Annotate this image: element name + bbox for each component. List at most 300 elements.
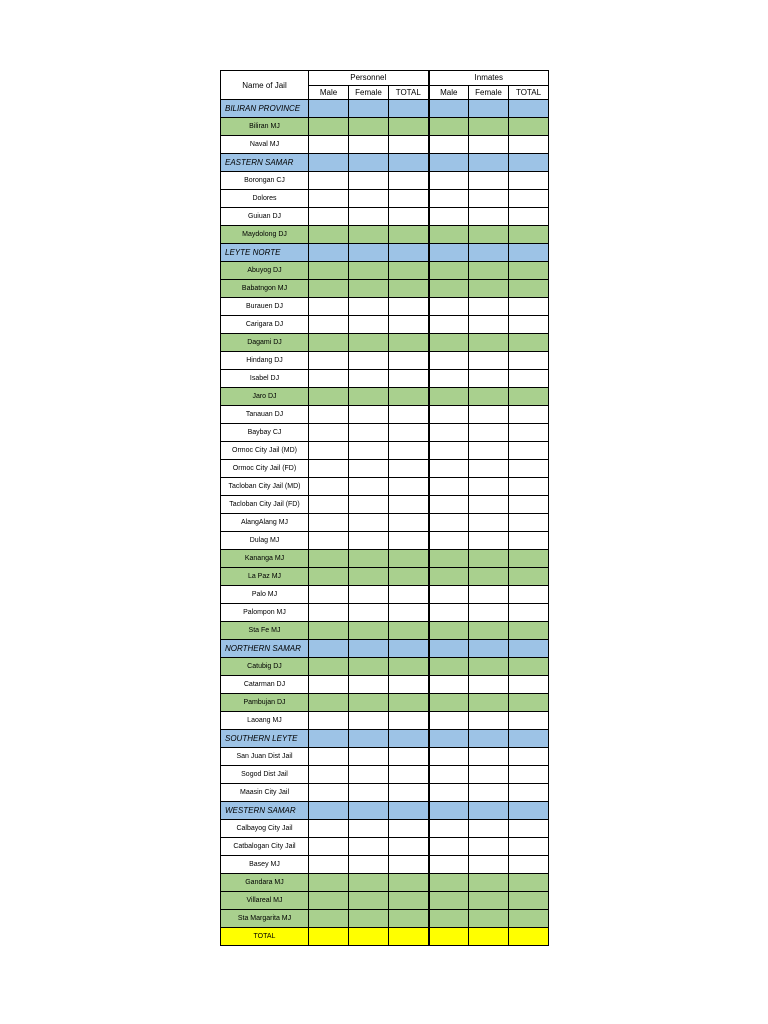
- value-cell[interactable]: [469, 874, 509, 892]
- value-cell[interactable]: [309, 388, 349, 406]
- value-cell[interactable]: [509, 388, 549, 406]
- value-cell[interactable]: [509, 838, 549, 856]
- value-cell[interactable]: [429, 388, 469, 406]
- value-cell[interactable]: [389, 532, 429, 550]
- value-cell[interactable]: [509, 694, 549, 712]
- value-cell[interactable]: [349, 514, 389, 532]
- value-cell[interactable]: [349, 172, 389, 190]
- value-cell[interactable]: [469, 208, 509, 226]
- value-cell[interactable]: [469, 388, 509, 406]
- value-cell[interactable]: [309, 712, 349, 730]
- value-cell[interactable]: [429, 676, 469, 694]
- value-cell[interactable]: [349, 100, 389, 118]
- value-cell[interactable]: [309, 496, 349, 514]
- section-row: [221, 802, 549, 820]
- value-cell[interactable]: [429, 190, 469, 208]
- value-cell[interactable]: [509, 514, 549, 532]
- value-cell[interactable]: [349, 406, 389, 424]
- jail-name: Carigara DJ: [221, 316, 309, 334]
- value-cell[interactable]: [349, 370, 389, 388]
- jail-name: Ormoc City Jail (FD): [221, 460, 309, 478]
- value-cell[interactable]: [469, 730, 509, 748]
- value-cell[interactable]: [309, 136, 349, 154]
- value-cell[interactable]: [469, 586, 509, 604]
- value-cell[interactable]: [509, 334, 549, 352]
- value-cell[interactable]: [349, 928, 389, 946]
- value-cell[interactable]: [469, 640, 509, 658]
- value-cell[interactable]: [349, 424, 389, 442]
- value-cell[interactable]: [509, 802, 549, 820]
- value-cell[interactable]: [469, 784, 509, 802]
- value-cell[interactable]: [469, 298, 509, 316]
- value-cell[interactable]: [429, 370, 469, 388]
- value-cell[interactable]: [509, 712, 549, 730]
- value-cell[interactable]: [429, 730, 469, 748]
- value-cell[interactable]: [469, 136, 509, 154]
- value-cell[interactable]: [349, 334, 389, 352]
- value-cell[interactable]: [349, 748, 389, 766]
- value-cell[interactable]: [509, 604, 549, 622]
- value-cell[interactable]: [429, 586, 469, 604]
- value-cell[interactable]: [389, 262, 429, 280]
- value-cell[interactable]: [469, 226, 509, 244]
- value-cell[interactable]: [349, 820, 389, 838]
- value-cell[interactable]: [349, 586, 389, 604]
- value-cell[interactable]: [309, 892, 349, 910]
- value-cell[interactable]: [309, 766, 349, 784]
- value-cell[interactable]: [389, 658, 429, 676]
- value-cell[interactable]: [349, 676, 389, 694]
- value-cell[interactable]: [389, 676, 429, 694]
- value-cell[interactable]: [469, 622, 509, 640]
- value-cell[interactable]: [309, 514, 349, 532]
- value-cell[interactable]: [469, 190, 509, 208]
- value-cell[interactable]: [469, 550, 509, 568]
- value-cell[interactable]: [389, 496, 429, 514]
- value-cell[interactable]: [389, 406, 429, 424]
- value-cell[interactable]: [509, 748, 549, 766]
- value-cell[interactable]: [349, 442, 389, 460]
- value-cell[interactable]: [389, 748, 429, 766]
- value-cell[interactable]: [389, 226, 429, 244]
- value-cell[interactable]: [389, 766, 429, 784]
- value-cell[interactable]: [309, 316, 349, 334]
- value-cell[interactable]: [389, 442, 429, 460]
- value-cell[interactable]: [349, 874, 389, 892]
- value-cell[interactable]: [509, 730, 549, 748]
- value-cell[interactable]: [389, 172, 429, 190]
- table-row: [221, 820, 549, 838]
- value-cell[interactable]: [389, 136, 429, 154]
- value-cell[interactable]: [509, 118, 549, 136]
- value-cell[interactable]: [469, 514, 509, 532]
- value-cell[interactable]: [349, 244, 389, 262]
- value-cell[interactable]: [469, 604, 509, 622]
- value-cell[interactable]: [509, 766, 549, 784]
- value-cell[interactable]: [429, 406, 469, 424]
- value-cell[interactable]: [429, 658, 469, 676]
- value-cell[interactable]: [509, 820, 549, 838]
- value-cell[interactable]: [469, 280, 509, 298]
- value-cell[interactable]: [509, 640, 549, 658]
- value-cell[interactable]: [509, 874, 549, 892]
- value-cell[interactable]: [469, 262, 509, 280]
- value-cell[interactable]: [389, 874, 429, 892]
- value-cell[interactable]: [509, 208, 549, 226]
- value-cell[interactable]: [309, 154, 349, 172]
- value-cell[interactable]: [469, 910, 509, 928]
- value-cell[interactable]: [389, 208, 429, 226]
- value-cell[interactable]: [349, 712, 389, 730]
- value-cell[interactable]: [429, 496, 469, 514]
- value-cell[interactable]: [469, 244, 509, 262]
- value-cell[interactable]: [429, 910, 469, 928]
- value-cell[interactable]: [349, 136, 389, 154]
- value-cell[interactable]: [509, 244, 549, 262]
- value-cell[interactable]: [429, 604, 469, 622]
- value-cell[interactable]: [309, 784, 349, 802]
- value-cell[interactable]: [429, 568, 469, 586]
- value-cell[interactable]: [429, 532, 469, 550]
- value-cell[interactable]: [349, 298, 389, 316]
- value-cell[interactable]: [469, 856, 509, 874]
- value-cell[interactable]: [389, 928, 429, 946]
- value-cell[interactable]: [309, 694, 349, 712]
- value-cell[interactable]: [389, 352, 429, 370]
- value-cell[interactable]: [509, 442, 549, 460]
- value-cell[interactable]: [309, 586, 349, 604]
- value-cell[interactable]: [509, 622, 549, 640]
- value-cell[interactable]: [309, 910, 349, 928]
- value-cell[interactable]: [389, 514, 429, 532]
- value-cell[interactable]: [349, 622, 389, 640]
- value-cell[interactable]: [429, 334, 469, 352]
- value-cell[interactable]: [389, 802, 429, 820]
- value-cell[interactable]: [309, 550, 349, 568]
- value-cell[interactable]: [429, 172, 469, 190]
- jail-name: Tacloban City Jail (MD): [221, 478, 309, 496]
- value-cell[interactable]: [309, 802, 349, 820]
- value-cell[interactable]: [429, 442, 469, 460]
- table-row: [221, 514, 549, 532]
- value-cell[interactable]: [349, 694, 389, 712]
- value-cell[interactable]: [509, 406, 549, 424]
- value-cell[interactable]: [349, 388, 389, 406]
- value-cell[interactable]: [469, 838, 509, 856]
- value-cell[interactable]: [309, 658, 349, 676]
- table-row: [221, 388, 549, 406]
- value-cell[interactable]: [469, 712, 509, 730]
- value-cell[interactable]: [509, 856, 549, 874]
- value-cell[interactable]: [469, 460, 509, 478]
- value-cell[interactable]: [469, 118, 509, 136]
- value-cell[interactable]: [309, 442, 349, 460]
- value-cell[interactable]: [349, 658, 389, 676]
- value-cell[interactable]: [389, 712, 429, 730]
- value-cell[interactable]: [509, 658, 549, 676]
- value-cell[interactable]: [429, 136, 469, 154]
- value-cell[interactable]: [469, 568, 509, 586]
- value-cell[interactable]: [429, 766, 469, 784]
- value-cell[interactable]: [349, 208, 389, 226]
- value-cell[interactable]: [429, 100, 469, 118]
- value-cell[interactable]: [349, 190, 389, 208]
- jail-name: Catubig DJ: [221, 658, 309, 676]
- value-cell[interactable]: [429, 892, 469, 910]
- value-cell[interactable]: [309, 820, 349, 838]
- value-cell[interactable]: [349, 226, 389, 244]
- value-cell[interactable]: [349, 604, 389, 622]
- value-cell[interactable]: [509, 568, 549, 586]
- value-cell[interactable]: [509, 298, 549, 316]
- value-cell[interactable]: [389, 730, 429, 748]
- personnel-female-header: Female: [349, 85, 389, 100]
- value-cell[interactable]: [389, 100, 429, 118]
- value-cell[interactable]: [509, 928, 549, 946]
- value-cell[interactable]: [429, 478, 469, 496]
- value-cell[interactable]: [349, 766, 389, 784]
- value-cell[interactable]: [469, 676, 509, 694]
- value-cell[interactable]: [309, 424, 349, 442]
- inmates-total-header: TOTAL: [509, 85, 549, 100]
- value-cell[interactable]: [429, 748, 469, 766]
- value-cell[interactable]: [349, 838, 389, 856]
- value-cell[interactable]: [389, 586, 429, 604]
- value-cell[interactable]: [349, 154, 389, 172]
- value-cell[interactable]: [429, 424, 469, 442]
- value-cell[interactable]: [429, 622, 469, 640]
- table-row: [221, 712, 549, 730]
- value-cell[interactable]: [469, 766, 509, 784]
- value-cell[interactable]: [429, 262, 469, 280]
- value-cell[interactable]: [349, 856, 389, 874]
- value-cell[interactable]: [469, 334, 509, 352]
- value-cell[interactable]: [389, 316, 429, 334]
- value-cell[interactable]: [389, 568, 429, 586]
- value-cell[interactable]: [349, 352, 389, 370]
- value-cell[interactable]: [309, 334, 349, 352]
- value-cell[interactable]: [509, 910, 549, 928]
- value-cell[interactable]: [349, 568, 389, 586]
- value-cell[interactable]: [429, 244, 469, 262]
- value-cell[interactable]: [309, 226, 349, 244]
- value-cell[interactable]: [429, 640, 469, 658]
- value-cell[interactable]: [309, 118, 349, 136]
- value-cell[interactable]: [509, 784, 549, 802]
- value-cell[interactable]: [469, 694, 509, 712]
- value-cell[interactable]: [469, 370, 509, 388]
- value-cell[interactable]: [469, 820, 509, 838]
- value-cell[interactable]: [349, 802, 389, 820]
- value-cell[interactable]: [469, 658, 509, 676]
- value-cell[interactable]: [389, 370, 429, 388]
- value-cell[interactable]: [469, 478, 509, 496]
- value-cell[interactable]: [309, 838, 349, 856]
- value-cell[interactable]: [429, 712, 469, 730]
- value-cell[interactable]: [349, 892, 389, 910]
- value-cell[interactable]: [349, 496, 389, 514]
- value-cell[interactable]: [309, 172, 349, 190]
- value-cell[interactable]: [389, 640, 429, 658]
- value-cell[interactable]: [509, 460, 549, 478]
- value-cell[interactable]: [429, 856, 469, 874]
- value-cell[interactable]: [309, 370, 349, 388]
- value-cell[interactable]: [469, 748, 509, 766]
- value-cell[interactable]: [389, 334, 429, 352]
- jail-name: Tanauan DJ: [221, 406, 309, 424]
- value-cell[interactable]: [309, 874, 349, 892]
- value-cell[interactable]: [509, 892, 549, 910]
- value-cell[interactable]: [309, 298, 349, 316]
- value-cell[interactable]: [389, 820, 429, 838]
- value-cell[interactable]: [309, 928, 349, 946]
- value-cell[interactable]: [469, 316, 509, 334]
- value-cell[interactable]: [389, 892, 429, 910]
- value-cell[interactable]: [469, 172, 509, 190]
- value-cell[interactable]: [509, 190, 549, 208]
- value-cell[interactable]: [429, 874, 469, 892]
- value-cell[interactable]: [429, 352, 469, 370]
- value-cell[interactable]: [509, 154, 549, 172]
- jail-name: Basey MJ: [221, 856, 309, 874]
- value-cell[interactable]: [509, 550, 549, 568]
- value-cell[interactable]: [309, 622, 349, 640]
- value-cell[interactable]: [429, 208, 469, 226]
- value-cell[interactable]: [509, 676, 549, 694]
- value-cell[interactable]: [509, 316, 549, 334]
- value-cell[interactable]: [469, 154, 509, 172]
- value-cell[interactable]: [429, 226, 469, 244]
- value-cell[interactable]: [309, 532, 349, 550]
- value-cell[interactable]: [349, 640, 389, 658]
- value-cell[interactable]: [349, 280, 389, 298]
- value-cell[interactable]: [429, 694, 469, 712]
- value-cell[interactable]: [309, 604, 349, 622]
- value-cell[interactable]: [309, 352, 349, 370]
- value-cell[interactable]: [349, 460, 389, 478]
- value-cell[interactable]: [469, 496, 509, 514]
- value-cell[interactable]: [309, 280, 349, 298]
- value-cell[interactable]: [429, 460, 469, 478]
- value-cell[interactable]: [309, 244, 349, 262]
- value-cell[interactable]: [469, 892, 509, 910]
- value-cell[interactable]: [389, 244, 429, 262]
- value-cell[interactable]: [429, 280, 469, 298]
- value-cell[interactable]: [389, 298, 429, 316]
- value-cell[interactable]: [389, 478, 429, 496]
- value-cell[interactable]: [349, 910, 389, 928]
- value-cell[interactable]: [469, 352, 509, 370]
- value-cell[interactable]: [349, 784, 389, 802]
- value-cell[interactable]: [469, 532, 509, 550]
- value-cell[interactable]: [349, 316, 389, 334]
- value-cell[interactable]: [349, 730, 389, 748]
- value-cell[interactable]: [469, 100, 509, 118]
- value-cell[interactable]: [509, 100, 549, 118]
- value-cell[interactable]: [389, 388, 429, 406]
- value-cell[interactable]: [309, 478, 349, 496]
- value-cell[interactable]: [389, 856, 429, 874]
- value-cell[interactable]: [429, 298, 469, 316]
- value-cell[interactable]: [429, 316, 469, 334]
- section-name: LEYTE NORTE: [221, 244, 309, 262]
- value-cell[interactable]: [389, 190, 429, 208]
- value-cell[interactable]: [389, 424, 429, 442]
- value-cell[interactable]: [349, 262, 389, 280]
- value-cell[interactable]: [469, 928, 509, 946]
- value-cell[interactable]: [309, 262, 349, 280]
- value-cell[interactable]: [389, 838, 429, 856]
- value-cell[interactable]: [309, 460, 349, 478]
- value-cell[interactable]: [509, 172, 549, 190]
- value-cell[interactable]: [509, 496, 549, 514]
- value-cell[interactable]: [349, 550, 389, 568]
- value-cell[interactable]: [509, 424, 549, 442]
- value-cell[interactable]: [509, 280, 549, 298]
- value-cell[interactable]: [309, 100, 349, 118]
- value-cell[interactable]: [429, 550, 469, 568]
- value-cell[interactable]: [469, 424, 509, 442]
- inmates-header: Inmates: [429, 71, 549, 86]
- value-cell[interactable]: [429, 802, 469, 820]
- value-cell[interactable]: [429, 154, 469, 172]
- value-cell[interactable]: [429, 784, 469, 802]
- jail-table: [220, 70, 549, 946]
- value-cell[interactable]: [349, 532, 389, 550]
- value-cell[interactable]: [429, 838, 469, 856]
- value-cell[interactable]: [429, 820, 469, 838]
- value-cell[interactable]: [509, 226, 549, 244]
- value-cell[interactable]: [309, 190, 349, 208]
- value-cell[interactable]: [469, 442, 509, 460]
- value-cell[interactable]: [469, 802, 509, 820]
- value-cell[interactable]: [389, 604, 429, 622]
- jail-name: Pambujan DJ: [221, 694, 309, 712]
- value-cell[interactable]: [389, 118, 429, 136]
- value-cell[interactable]: [389, 622, 429, 640]
- value-cell[interactable]: [309, 676, 349, 694]
- value-cell[interactable]: [309, 568, 349, 586]
- value-cell[interactable]: [389, 694, 429, 712]
- value-cell[interactable]: [349, 118, 389, 136]
- value-cell[interactable]: [389, 154, 429, 172]
- value-cell[interactable]: [309, 406, 349, 424]
- value-cell[interactable]: [429, 118, 469, 136]
- value-cell[interactable]: [309, 730, 349, 748]
- value-cell[interactable]: [349, 478, 389, 496]
- value-cell[interactable]: [509, 262, 549, 280]
- value-cell[interactable]: [309, 856, 349, 874]
- value-cell[interactable]: [509, 532, 549, 550]
- value-cell[interactable]: [309, 640, 349, 658]
- inmates-male-header: Male: [429, 85, 469, 100]
- value-cell[interactable]: [469, 406, 509, 424]
- value-cell[interactable]: [309, 208, 349, 226]
- value-cell[interactable]: [509, 352, 549, 370]
- value-cell[interactable]: [389, 460, 429, 478]
- value-cell[interactable]: [509, 478, 549, 496]
- value-cell[interactable]: [509, 586, 549, 604]
- value-cell[interactable]: [429, 514, 469, 532]
- value-cell[interactable]: [309, 748, 349, 766]
- value-cell[interactable]: [389, 280, 429, 298]
- value-cell[interactable]: [389, 550, 429, 568]
- value-cell[interactable]: [509, 370, 549, 388]
- value-cell[interactable]: [509, 136, 549, 154]
- value-cell[interactable]: [429, 928, 469, 946]
- value-cell[interactable]: [389, 910, 429, 928]
- value-cell[interactable]: [389, 784, 429, 802]
